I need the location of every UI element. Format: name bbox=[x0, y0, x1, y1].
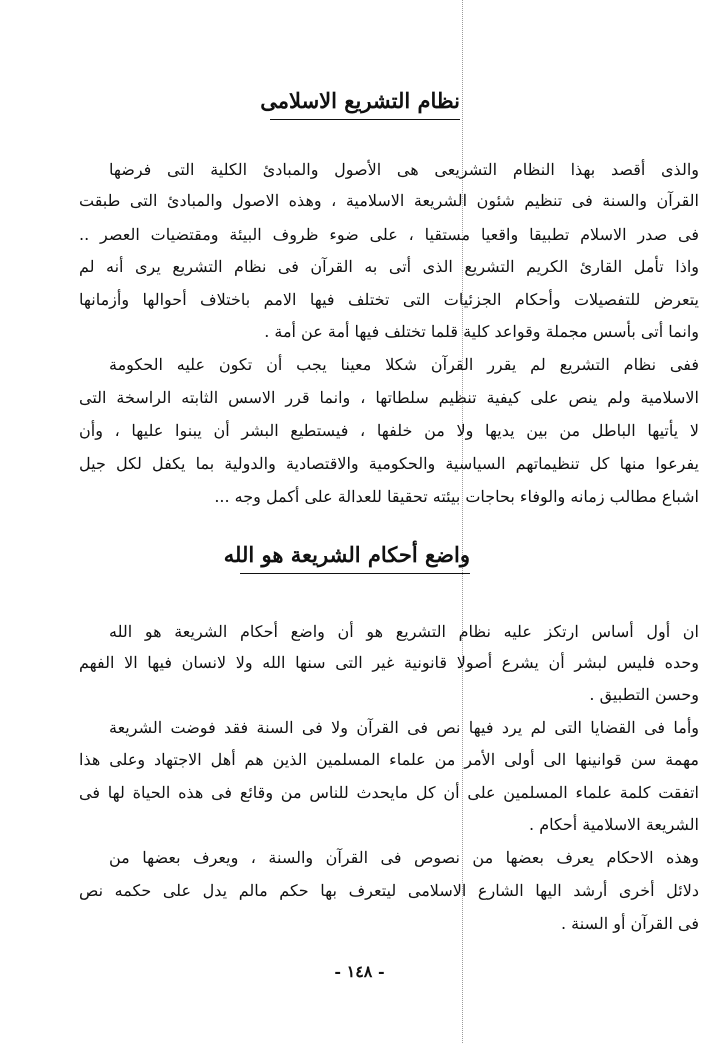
section-title bbox=[223, 542, 470, 574]
paragraph-line: يتعرض للتفصيلات وأحكام الجزئيات التى تختلف فيها الامم باختلاف أحوالها وأزمانها bbox=[79, 290, 699, 309]
paragraph-line: مهمة سن قوانينها الى أولى الأمر من علماء المسلمين الذين هم أهل الاجتهاد وعلى هذا bbox=[79, 750, 699, 769]
paragraph-line: يفرعوا منها كل تنظيماتهم السياسية والحكومية والاقتصادية والدولية بما يكفل لكل جيل bbox=[79, 454, 699, 473]
paragraph-line: القرآن والسنة فى تنظيم شئون الشريعة الاسلامية ، وهذه الاصول والمبادئ التى طبقت bbox=[79, 191, 699, 210]
paragraph-line: لا يأتيها الباطل من بين يديها ولا من خلفها ، فيستطيع البشر أن يبنوا عليها ، وأن bbox=[79, 421, 699, 440]
paragraph-line: اشباع مطالب زمانه والوفاء بحاجات بيئته تحقيقا للعدالة على أكمل وجه ... bbox=[214, 487, 699, 506]
paragraph-line: وحسن التطبيق . bbox=[589, 685, 699, 704]
section-title-text: نظام التشريع الاسلامى bbox=[260, 88, 460, 113]
section-title-text: واضع أحكام الشريعة هو الله bbox=[223, 542, 470, 567]
paragraph-line: الشريعة الاسلامية أحكام . bbox=[529, 815, 699, 834]
title-underline bbox=[240, 573, 470, 574]
paragraph-line: فى صدر الاسلام تطبيقا واقعيا مستقيا ، على ضوء ظروف البيئة ومقتضيات العصر .. bbox=[79, 225, 699, 244]
paragraph-line: ففى نظام التشريع لم يقرر القرآن شكلا معينا يجب أن تكون عليه الحكومة bbox=[109, 355, 699, 374]
paragraph-line: اتفقت كلمة علماء المسلمين على أن كل مايحدث للناس من وقائع فى هذه الحياة لها فى bbox=[79, 783, 699, 802]
section-title bbox=[260, 88, 460, 120]
paragraph-line: واذا تأمل القارئ الكريم التشريع الذى أتى به القرآن فى نظام التشريع يرى أنه لم bbox=[79, 257, 699, 276]
paragraph-line: دلائل أخرى أرشد اليها الشارع الاسلامى ليتعرف بها حكم مالم يدل على حكمه نص bbox=[79, 881, 699, 900]
paragraph-line: وحده فليس لبشر أن يشرع أصولا قانونية غير التى سنها الله ولا لانسان فيها الا الفهم bbox=[79, 653, 699, 672]
paragraph-line: وهذه الاحكام يعرف بعضها من نصوص فى القرآن والسنة ، ويعرف بعضها من bbox=[109, 848, 699, 867]
title-underline bbox=[270, 119, 460, 120]
page-number: - ١٤٨ - bbox=[334, 962, 385, 981]
paragraph-line: والذى أقصد بهذا النظام التشريعى هى الأصول والمبادئ الكلية التى فرضها bbox=[109, 160, 699, 179]
paragraph-line: وأما فى القضايا التى لم يرد فيها نص فى القرآن ولا فى السنة فقد فوضت الشريعة bbox=[109, 718, 699, 737]
paragraph-line: الاسلامية ولم ينص على كيفية تنظيم سلطاتها ، وانما قرر الاسس الثابته الراسخة التى bbox=[79, 388, 699, 407]
paragraph-line: فى القرآن أو السنة . bbox=[560, 914, 699, 933]
paragraph-line: ان أول أساس ارتكز عليه نظام التشريع هو أن واضع أحكام الشريعة هو الله bbox=[109, 622, 699, 641]
paragraph-line: وانما أتى بأسس مجملة وقواعد كلية قلما تختلف فيها أمة عن أمة . bbox=[264, 322, 699, 341]
